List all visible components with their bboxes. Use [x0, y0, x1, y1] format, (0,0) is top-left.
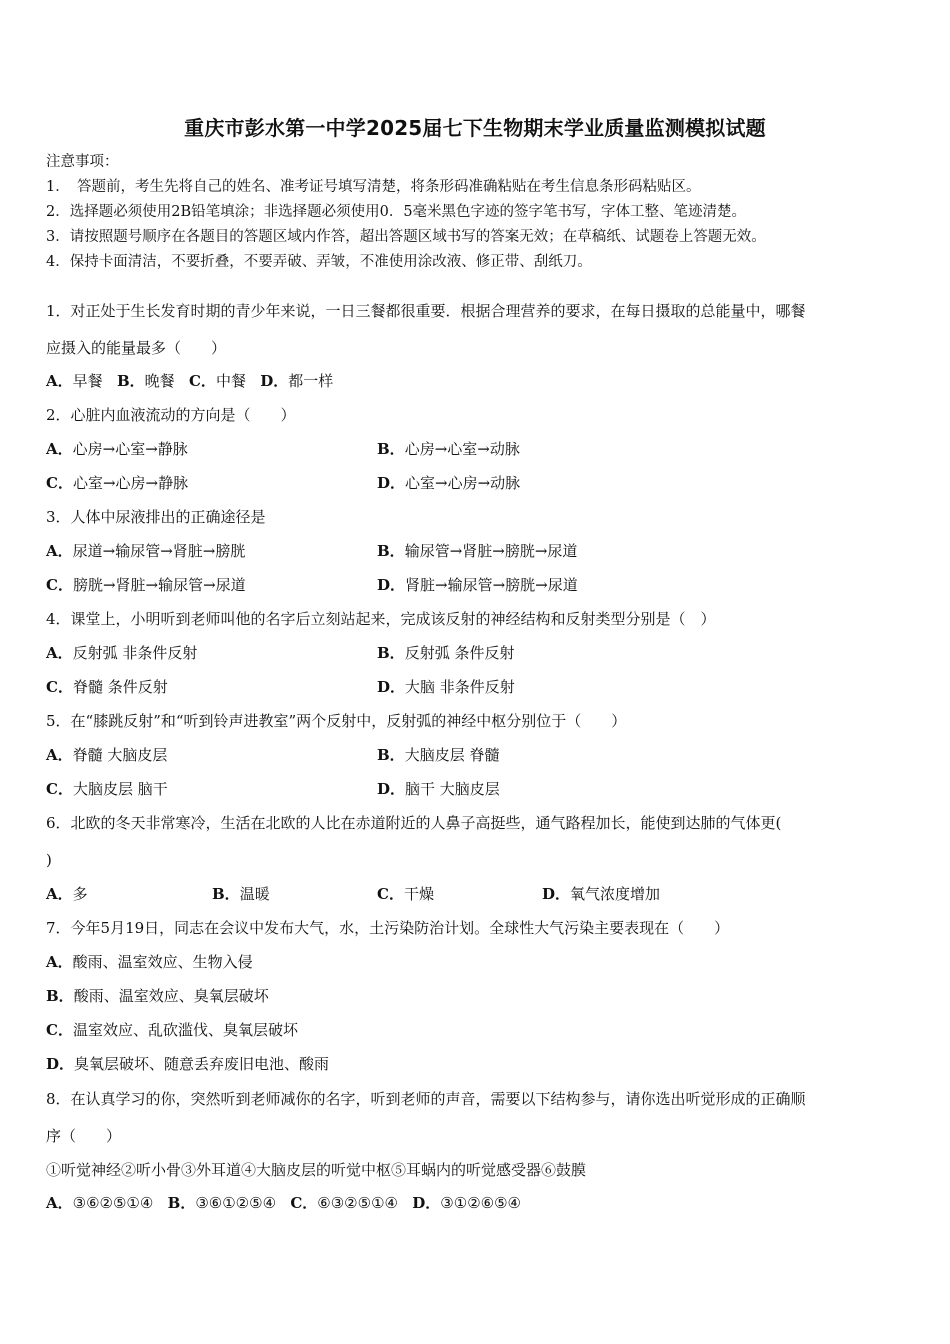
q5-option-b: 大脑皮层 脊髓: [404, 746, 500, 764]
q6-option-d-row: [542, 884, 660, 904]
q4-stem: 4．课堂上，小明听到老师叫他的名字后立刻站起来，完成该反射的神经结构和反射类型分别是（ ）: [46, 610, 716, 628]
q3-option-d: 肾脏→输尿管→膀胱→尿道: [405, 576, 578, 594]
q7-option-b-label: B．: [46, 987, 74, 1005]
q8-stem-line2: 序（ ）: [46, 1127, 122, 1145]
q8-option-a: ③⑥②⑤①④: [72, 1194, 154, 1212]
q7-option-d: 臭氧层破坏、随意丢弃废旧电池、酸雨: [74, 1055, 330, 1073]
q8-stem-line1: 8．在认真学习的你，突然听到老师减你的名字，听到老师的声音，需要以下结构参与，请你选出听觉形成的正确顺: [46, 1090, 806, 1108]
notice-item-2: 2．选择题必须使用2B铅笔填涂；非选择题必须使用0．5毫米黑色字迹的签字笔书写，字体工整、笔迹清楚。: [46, 204, 747, 220]
q2-option-a-row: [46, 439, 188, 459]
page-title: 重庆市彭水第一中学2025届七下生物期末学业质量监测模拟试题: [184, 116, 766, 140]
q1-option-a-label: A．: [46, 372, 73, 390]
q4-option-c: 脊髓 条件反射: [72, 678, 168, 696]
q1-stem-line2: 应摄入的能量最多（ ）: [46, 339, 227, 357]
q2-option-d-row: [377, 473, 520, 493]
q7-option-d-label: D．: [46, 1055, 75, 1073]
q6-option-b-label: B．: [212, 885, 240, 903]
q4-option-d-row: [377, 677, 515, 697]
q2-option-c-label: C．: [46, 474, 73, 492]
q7-option-c-label: C．: [46, 1021, 73, 1039]
q5-option-c-row: [46, 779, 168, 799]
q5-stem: 5．在“膝跳反射”和“听到铃声进教室”两个反射中，反射弧的神经中枢分别位于（ ）: [46, 712, 627, 730]
q6-option-b: 温暖: [239, 885, 270, 903]
notice-item-4: 4．保持卡面清洁，不要折叠，不要弄破、弄皱，不准使用涂改液、修正带、刮纸刀。: [46, 254, 592, 270]
q3-option-d-label: D．: [377, 576, 406, 594]
q7-option-a-row: [46, 952, 253, 972]
q5-option-a-label: A．: [46, 746, 73, 764]
q6-option-d: 氧气浓度增加: [570, 885, 661, 903]
q3-option-b: 输尿管→肾脏→膀胱→尿道: [404, 542, 578, 560]
q6-option-a: 多: [72, 885, 88, 903]
q8-option-d-label: D．: [412, 1194, 441, 1212]
q2-option-d-label: D．: [377, 474, 406, 492]
q7-option-b-row: [46, 986, 269, 1006]
q7-option-c: 温室效应、乱砍滥伐、臭氧层破坏: [72, 1021, 298, 1039]
q3-option-d-row: [377, 575, 578, 595]
q6-option-a-label: A．: [46, 885, 73, 903]
q4-option-c-label: C．: [46, 678, 73, 696]
q5-option-b-row: [377, 745, 499, 765]
q4-option-a: 反射弧 非条件反射: [72, 644, 198, 662]
q7-option-a-label: A．: [46, 953, 73, 971]
q3-option-b-label: B．: [377, 542, 405, 560]
q3-option-c-row: [46, 575, 246, 595]
q2-option-b-label: B．: [377, 440, 405, 458]
q3-option-a-row: [46, 541, 245, 561]
q4-option-c-row: [46, 677, 168, 697]
q7-option-a: 酸雨、温室效应、生物入侵: [72, 953, 253, 971]
q7-option-d-row: [46, 1054, 329, 1074]
q6-option-c: 干燥: [403, 885, 434, 903]
q1-option-c-label: C．: [188, 372, 216, 390]
q2-option-d: 心室→心房→动脉: [405, 474, 521, 492]
q4-option-d-label: D．: [377, 678, 406, 696]
q6-stem-line1: 6．北欧的冬天非常寒冷，生活在北欧的人比在赤道附近的人鼻子高挺些，通气路程加长，能使到达肺的气体更(: [46, 814, 782, 832]
q4-option-b: 反射弧 条件反射: [404, 644, 515, 662]
q5-option-a-row: [46, 745, 167, 765]
q1-option-d: 都一样: [288, 372, 334, 390]
q1-option-b: 晚餐: [144, 372, 175, 390]
q2-option-c: 心室→心房→静脉: [72, 474, 189, 492]
q2-option-a-label: A．: [46, 440, 73, 458]
q3-option-c-label: C．: [46, 576, 73, 594]
q1-stem-line1: 1．对正处于生长发育时期的青少年来说，一日三餐都很重要．根据合理营养的要求，在每日摄取的总能量中，哪餐: [46, 302, 806, 320]
q4-option-b-row: [377, 643, 514, 663]
q8-structure-list: ①听觉神经②听小骨③外耳道④大脑皮层的听觉中枢⑤耳蜗内的听觉感受器⑥鼓膜: [46, 1161, 587, 1179]
q6-stem-line2: ): [46, 851, 52, 869]
q5-option-d-label: D．: [377, 780, 406, 798]
q1-options: [46, 371, 333, 391]
q1-option-c: 中餐: [215, 372, 246, 390]
q6-option-c-label: C．: [377, 885, 404, 903]
q6-option-d-label: D．: [542, 885, 571, 903]
q2-option-a: 心房→心室→静脉: [72, 440, 188, 458]
q2-option-c-row: [46, 473, 188, 493]
q2-stem: 2．心脏内血液流动的方向是（ ）: [46, 406, 296, 424]
q8-option-c: ⑥③②⑤①④: [317, 1194, 398, 1212]
q3-option-c: 膀胱→肾脏→输尿管→尿道: [72, 576, 246, 594]
q2-option-b: 心房→心室→动脉: [404, 440, 520, 458]
q3-option-b-row: [377, 541, 577, 561]
q7-stem: 7．今年5月19日，同志在会议中发布大气，水，土污染防治计划。全球性大气污染主要表现在（ ）: [46, 919, 730, 937]
q1-option-b-label: B．: [116, 372, 145, 390]
q4-option-b-label: B．: [377, 644, 405, 662]
q8-option-b: ③⑥①②⑤④: [195, 1194, 277, 1212]
q4-option-d: 大脑 非条件反射: [405, 678, 515, 696]
q5-option-d-row: [377, 779, 500, 799]
q3-option-a: 尿道→输尿管→肾脏→膀胱: [72, 542, 246, 560]
q3-option-a-label: A．: [46, 542, 73, 560]
q1-option-d-label: D．: [260, 372, 289, 390]
q8-options: [46, 1193, 521, 1213]
q4-option-a-row: [46, 643, 197, 663]
q2-option-b-row: [377, 439, 520, 459]
q8-option-b-label: B．: [167, 1194, 196, 1212]
q8-option-a-label: A．: [46, 1194, 73, 1212]
q1-option-a: 早餐: [72, 372, 103, 390]
q7-option-c-row: [46, 1020, 298, 1040]
q5-option-b-label: B．: [377, 746, 405, 764]
q5-option-a: 脊髓 大脑皮层: [72, 746, 168, 764]
q8-option-d: ③①②⑥⑤④: [440, 1194, 521, 1212]
q3-stem: 3．人体中尿液排出的正确途径是: [46, 508, 266, 526]
notice-heading: 注意事项：: [46, 154, 119, 170]
q5-option-c: 大脑皮层 脑干: [72, 780, 168, 798]
q6-option-b-row: [212, 884, 270, 904]
q8-option-c-label: C．: [290, 1194, 318, 1212]
q4-option-a-label: A．: [46, 644, 73, 662]
q6-option-a-row: [46, 884, 88, 904]
q5-option-c-label: C．: [46, 780, 73, 798]
notice-item-3: 3．请按照题号顺序在各题目的答题区域内作答，超出答题区域书写的答案无效；在草稿纸、试题卷上答题无效。: [46, 229, 766, 245]
q7-option-b: 酸雨、温室效应、臭氧层破坏: [73, 987, 269, 1005]
notice-item-1: 1． 答题前，考生先将自己的姓名、准考证号填写清楚，将条形码准确粘贴在考生信息条形码粘贴区。: [46, 179, 701, 195]
q6-option-c-row: [377, 884, 434, 904]
q5-option-d: 脑干 大脑皮层: [405, 780, 500, 798]
